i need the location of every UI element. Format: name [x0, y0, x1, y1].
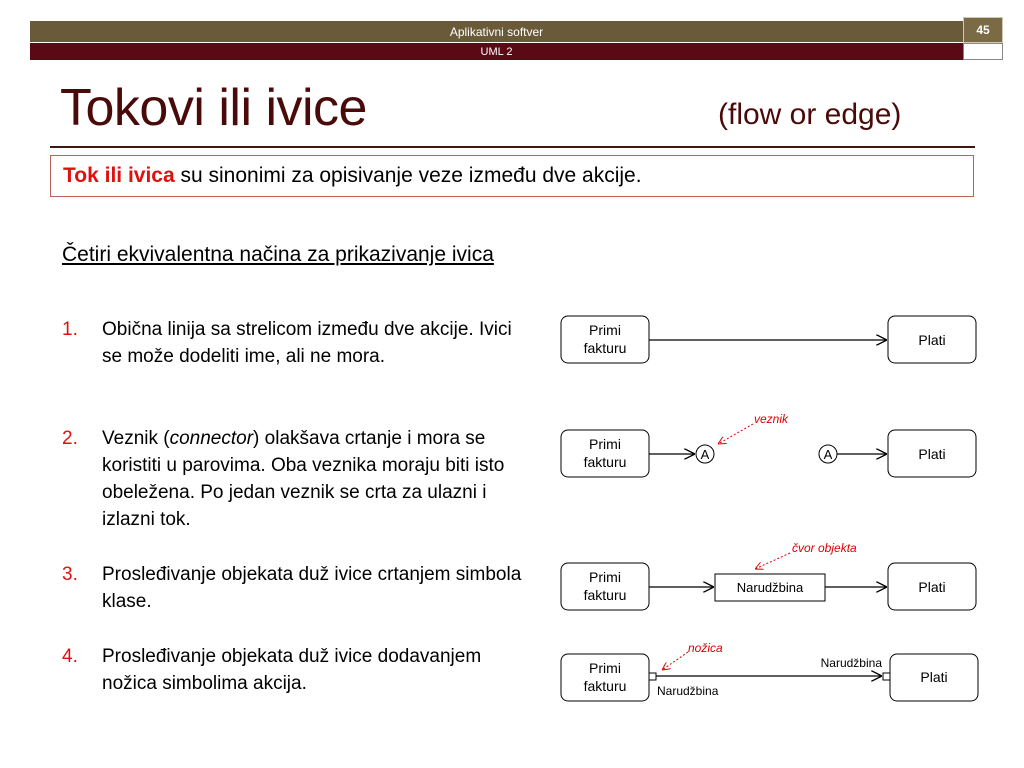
action-label: fakturu: [583, 340, 627, 356]
definition-text: su sinonimi za opisivanje veze između dve akcije.: [174, 164, 642, 187]
action-label: Primi: [589, 436, 621, 452]
connector-label: A: [823, 447, 833, 462]
list-item-text: Prosleđivanje objekata duž ivice dodavanjem nožica simbolima akcija.: [102, 646, 482, 694]
pin-in-label: Narudžbina: [820, 656, 882, 670]
list-item-text: Obična linija sa strelicom između dve akcije. Ivici se može dodeliti ime, ali ne mora.: [102, 319, 512, 367]
annotation-nozica: nožica: [688, 641, 723, 655]
action-label: Plati: [918, 446, 946, 462]
connector-label: A: [700, 447, 710, 462]
annotation-pointer: [755, 553, 790, 569]
course-title: Aplikativni softver: [449, 24, 544, 39]
action-label: Primi: [589, 660, 621, 676]
topic-title: UML 2: [480, 45, 513, 58]
section-subheading: Četiri ekvivalentna načina za prikazivanje ivica: [62, 243, 494, 266]
annotation-veznik: veznik: [754, 412, 789, 426]
list-item-number: 2.: [62, 428, 78, 449]
slide-title: Tokovi ili ivice: [60, 79, 367, 137]
input-pin: [883, 673, 890, 680]
action-label: Plati: [918, 579, 946, 595]
output-pin: [649, 673, 656, 680]
diagram-pins: [561, 641, 978, 701]
list-item-number: 3.: [62, 564, 78, 585]
action-label: Plati: [920, 669, 948, 685]
action-label: Primi: [589, 322, 621, 338]
annotation-pointer: [662, 652, 688, 670]
slide-subtitle: (flow or edge): [718, 98, 902, 131]
pin-out-label: Narudžbina: [657, 684, 719, 698]
list-item-number: 4.: [62, 646, 78, 667]
definition-term: Tok ili ivica: [63, 164, 175, 187]
annotation-cvor-objekta: čvor objekta: [792, 541, 857, 555]
action-label: Primi: [589, 569, 621, 585]
action-label: fakturu: [583, 678, 627, 694]
list-item-text: Veznik (connector) olakšava crtanje i mora se koristiti u parovima. Oba veznika moraju biti isto obeležena. Po jedan veznik se crta za ulazni i izlazni tok.: [102, 428, 505, 530]
diagram-plain-edge: [561, 316, 976, 363]
slide-number: 45: [963, 17, 1003, 43]
list-item-text: Prosleđivanje objekata duž ivice crtanjem simbola klase.: [102, 564, 522, 612]
action-label: fakturu: [583, 454, 627, 470]
diagram-object-node: [561, 541, 976, 610]
object-node-label: Narudžbina: [736, 580, 804, 595]
action-label: fakturu: [583, 587, 627, 603]
diagram-connector: [561, 412, 976, 477]
action-label: Plati: [918, 332, 946, 348]
list-item-number: 1.: [62, 319, 78, 340]
annotation-pointer: [718, 424, 753, 444]
